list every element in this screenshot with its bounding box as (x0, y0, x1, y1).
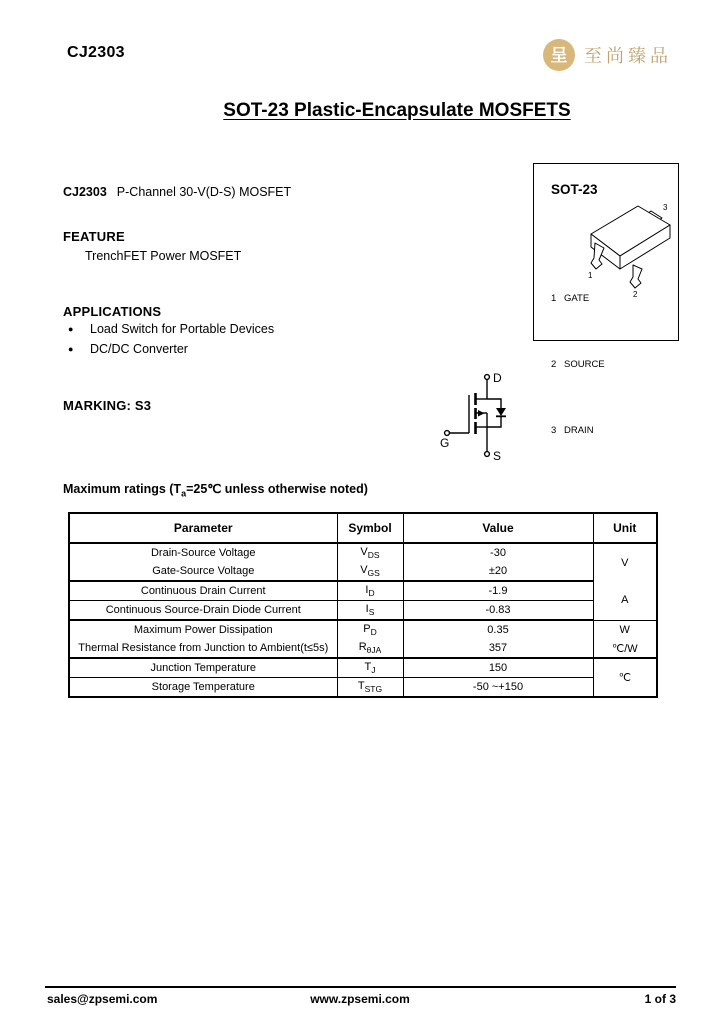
unit-cell: W (593, 620, 657, 639)
pin-name: GATE (564, 293, 590, 304)
table-row (69, 601, 657, 621)
table-row (69, 562, 657, 581)
feature-item: TrenchFET Power MOSFET (85, 249, 242, 263)
part-summary (63, 185, 291, 199)
column-header: Symbol (337, 513, 403, 543)
column-header: Unit (593, 513, 657, 543)
column-header: Value (403, 513, 593, 543)
bullet-icon: ● (68, 344, 74, 354)
symbol-cell: $P_D$ (337, 620, 403, 639)
parameter-cell: Thermal Resistance from Junction to Ambient(t≤5s) (69, 639, 337, 658)
table-row (69, 658, 657, 678)
ratings-heading-suffix: =25℃ unless otherwise noted) (186, 482, 368, 496)
logo-brand-text: 至尚臻品 (584, 46, 672, 66)
list-item (68, 322, 274, 335)
footer-website: www.zpsemi.com (310, 992, 410, 1006)
package-pin2-number: 2 (633, 290, 638, 299)
table-row (69, 543, 657, 562)
parameter-cell: Drain-Source Voltage (69, 543, 337, 562)
package-pin3-number: 3 (663, 203, 668, 212)
symbol-cell: $T_{STG}$ (337, 678, 403, 698)
application-label: DC/DC Converter (90, 342, 188, 356)
applications-list (68, 322, 274, 362)
value-cell: 357 (403, 639, 593, 658)
value-cell: -30 (403, 543, 593, 562)
ratings-heading-prefix: Maximum ratings (T (63, 482, 182, 496)
value-cell: -0.83 (403, 601, 593, 621)
part-summary-description: P-Channel 30-V(D-S) MOSFET (116, 185, 292, 199)
table-row (69, 678, 657, 698)
pin-row (551, 420, 605, 442)
applications-heading: APPLICATIONS (63, 304, 162, 319)
table-row (69, 639, 657, 658)
pin-number: 2 (551, 359, 557, 370)
symbol-cell: $R_{\theta JA}$ (337, 639, 403, 658)
company-logo (543, 39, 672, 71)
logo-monogram-glyph: 呈 (550, 45, 568, 65)
body-diode-icon (496, 408, 506, 416)
value-cell: -1.9 (403, 581, 593, 601)
symbol-cell: $V_{DS}$ (337, 543, 403, 562)
parameter-cell: Maximum Power Dissipation (69, 620, 337, 639)
symbol-cell: $T_J$ (337, 658, 403, 678)
footer-page-indicator: 1 of 3 (644, 992, 676, 1006)
part-summary-number: CJ2303 (63, 185, 107, 199)
column-header: Parameter (69, 513, 337, 543)
mosfet-symbol-drawing (437, 366, 527, 466)
unit-cell: ℃/W (593, 639, 657, 658)
value-cell: ±20 (403, 562, 593, 581)
document-title: SOT-23 Plastic-Encapsulate MOSFETS (223, 100, 571, 121)
package-pin1-number: 1 (588, 271, 593, 280)
pin-row (551, 288, 605, 310)
table-header-row (69, 513, 657, 543)
parameter-cell: Continuous Drain Current (69, 581, 337, 601)
feature-heading: FEATURE (63, 229, 125, 244)
gate-label: G (440, 436, 450, 450)
bullet-icon: ● (68, 324, 74, 334)
pin-name: SOURCE (564, 359, 605, 370)
parameter-cell: Gate-Source Voltage (69, 562, 337, 581)
footer-email: sales@zpsemi.com (47, 992, 158, 1006)
pin-number: 3 (551, 425, 557, 436)
value-cell: 150 (403, 658, 593, 678)
value-cell: -50 ~+150 (403, 678, 593, 698)
parameter-cell: Storage Temperature (69, 678, 337, 698)
part-number: CJ2303 (67, 44, 125, 61)
application-label: Load Switch for Portable Devices (90, 322, 275, 336)
maximum-ratings-heading (63, 481, 368, 499)
unit-cell: V (593, 543, 657, 581)
parameter-cell: Junction Temperature (69, 658, 337, 678)
unit-cell: ℃ (593, 658, 657, 697)
maximum-ratings-table (68, 512, 658, 698)
pin-name: DRAIN (564, 425, 594, 436)
source-label: S (493, 449, 502, 463)
list-item (68, 342, 274, 355)
package-name: SOT-23 (551, 182, 598, 197)
logo-monogram-icon (543, 39, 575, 71)
ratings-heading-sub: a (181, 488, 187, 499)
symbol-cell: $I_D$ (337, 581, 403, 601)
table-row (69, 620, 657, 639)
parameter-cell: Continuous Source-Drain Diode Current (69, 601, 337, 621)
pchannel-arrow-icon (478, 410, 485, 417)
pin-row (551, 354, 605, 376)
value-cell: 0.35 (403, 620, 593, 639)
drain-label: D (493, 371, 502, 385)
marking-label: MARKING: S3 (63, 398, 152, 413)
pin-number: 1 (551, 293, 557, 304)
unit-cell: A (593, 581, 657, 620)
symbol-cell: $V_{GS}$ (337, 562, 403, 581)
package-outline-box (533, 163, 679, 436)
footer-divider (45, 986, 676, 988)
table-row (69, 581, 657, 601)
package-pin-list (551, 244, 605, 486)
symbol-cell: $I_S$ (337, 601, 403, 621)
